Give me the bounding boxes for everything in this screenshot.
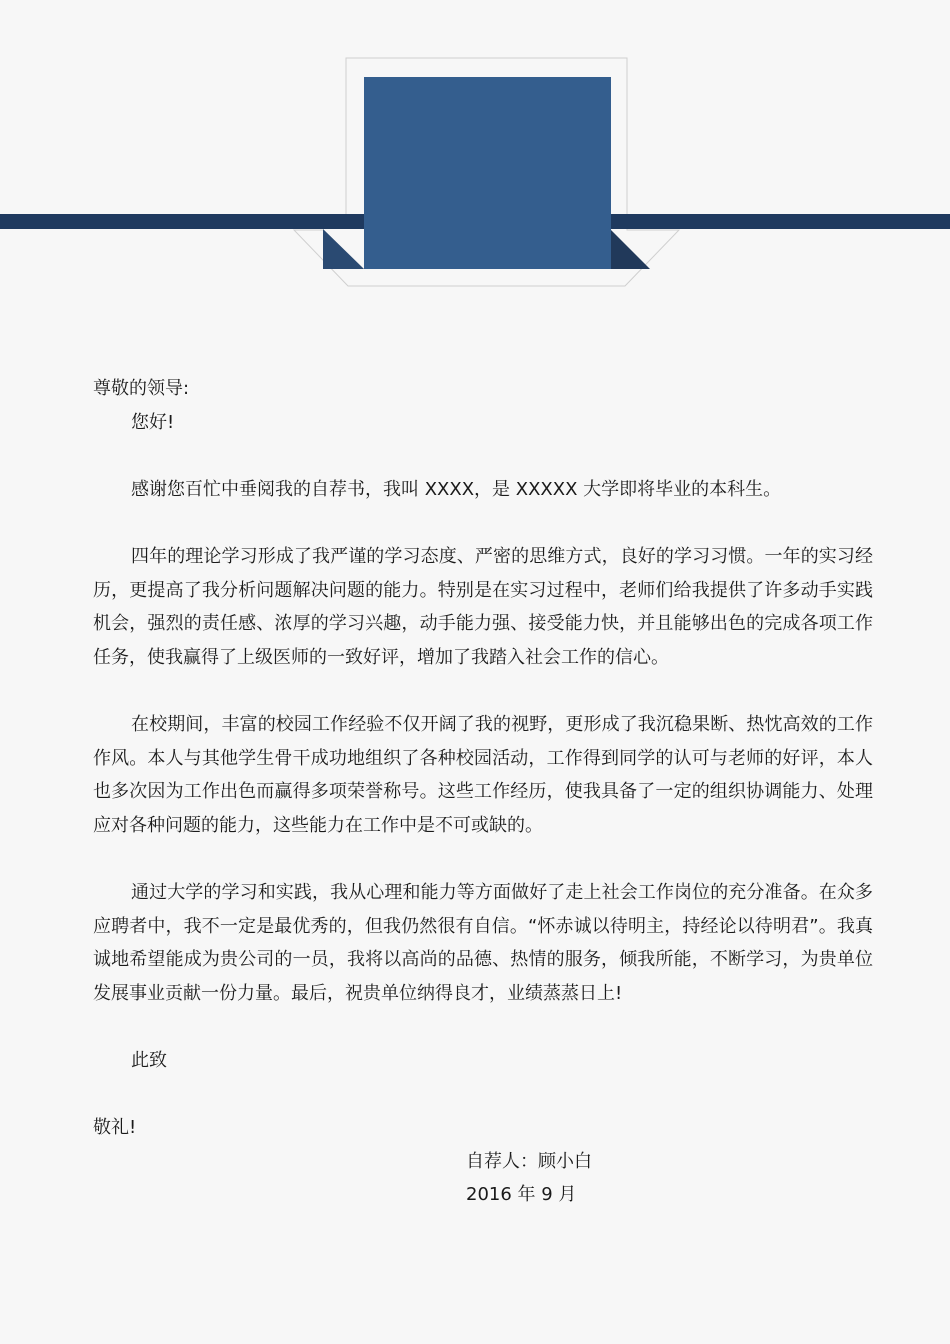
greeting: 您好!	[131, 411, 175, 433]
paragraph-intro: 感谢您百忙中垂阅我的自荐书，我叫 XXXX，是 XXXXX 大学即将毕业的本科生。	[131, 478, 782, 500]
paragraph-campus: 在校期间，丰富的校园工作经验不仅开阔了我的视野，更形成了我沉稳果断、热忱高效的工作作风。本人与其他学生骨干成功地组织了各种校园活动，工作得到同学的认可与老师的好评，本人也多次因为工作出色而赢得多项荣誉称号。这些工作经历，使我具备了一定的组织协调能力、处理应对各种问题的能力，这些能力在工作中是不可或缺的。	[93, 713, 873, 836]
letter-date: 2016 年 9 月	[466, 1184, 577, 1206]
paragraph-study: 四年的理论学习形成了我严谨的学习态度、严密的思维方式，良好的学习习惯。一年的实习经历，更提高了我分析问题解决问题的能力。特别是在实习过程中，老师们给我提供了许多动手实践机会，强烈的责任感、浓厚的学习兴趣，动手能力强、接受能力快，并且能够出色的完成各项工作任务，使我赢得了上级医师的一致好评，增加了我踏入社会工作的信心。	[93, 545, 873, 668]
header-graphic	[0, 0, 950, 300]
header-decoration	[0, 0, 950, 300]
closing-regards: 此致	[131, 1049, 167, 1071]
right-fold	[610, 229, 650, 269]
cover-letter	[93, 372, 873, 1256]
salutation: 尊敬的领导:	[93, 378, 190, 399]
paragraph-closing: 通过大学的学习和实践，我从心理和能力等方面做好了走上社会工作岗位的充分准备。在众多应聘者中，我不一定是最优秀的，但我仍然很有自信。“怀赤诚以待明主，持经论以待明君”。我真诚地希望能成为贵公司的一员，我将以高尚的品德、热情的服务，倾我所能，不断学习，为贵单位发展事业贡献一份力量。最后，祝贵单位纳得良才，业绩蒸蒸日上!	[93, 881, 873, 1004]
closing-salute: 敬礼!	[93, 1117, 137, 1139]
signature: 自荐人：顾小白	[466, 1150, 592, 1172]
photo-placeholder	[364, 77, 611, 269]
